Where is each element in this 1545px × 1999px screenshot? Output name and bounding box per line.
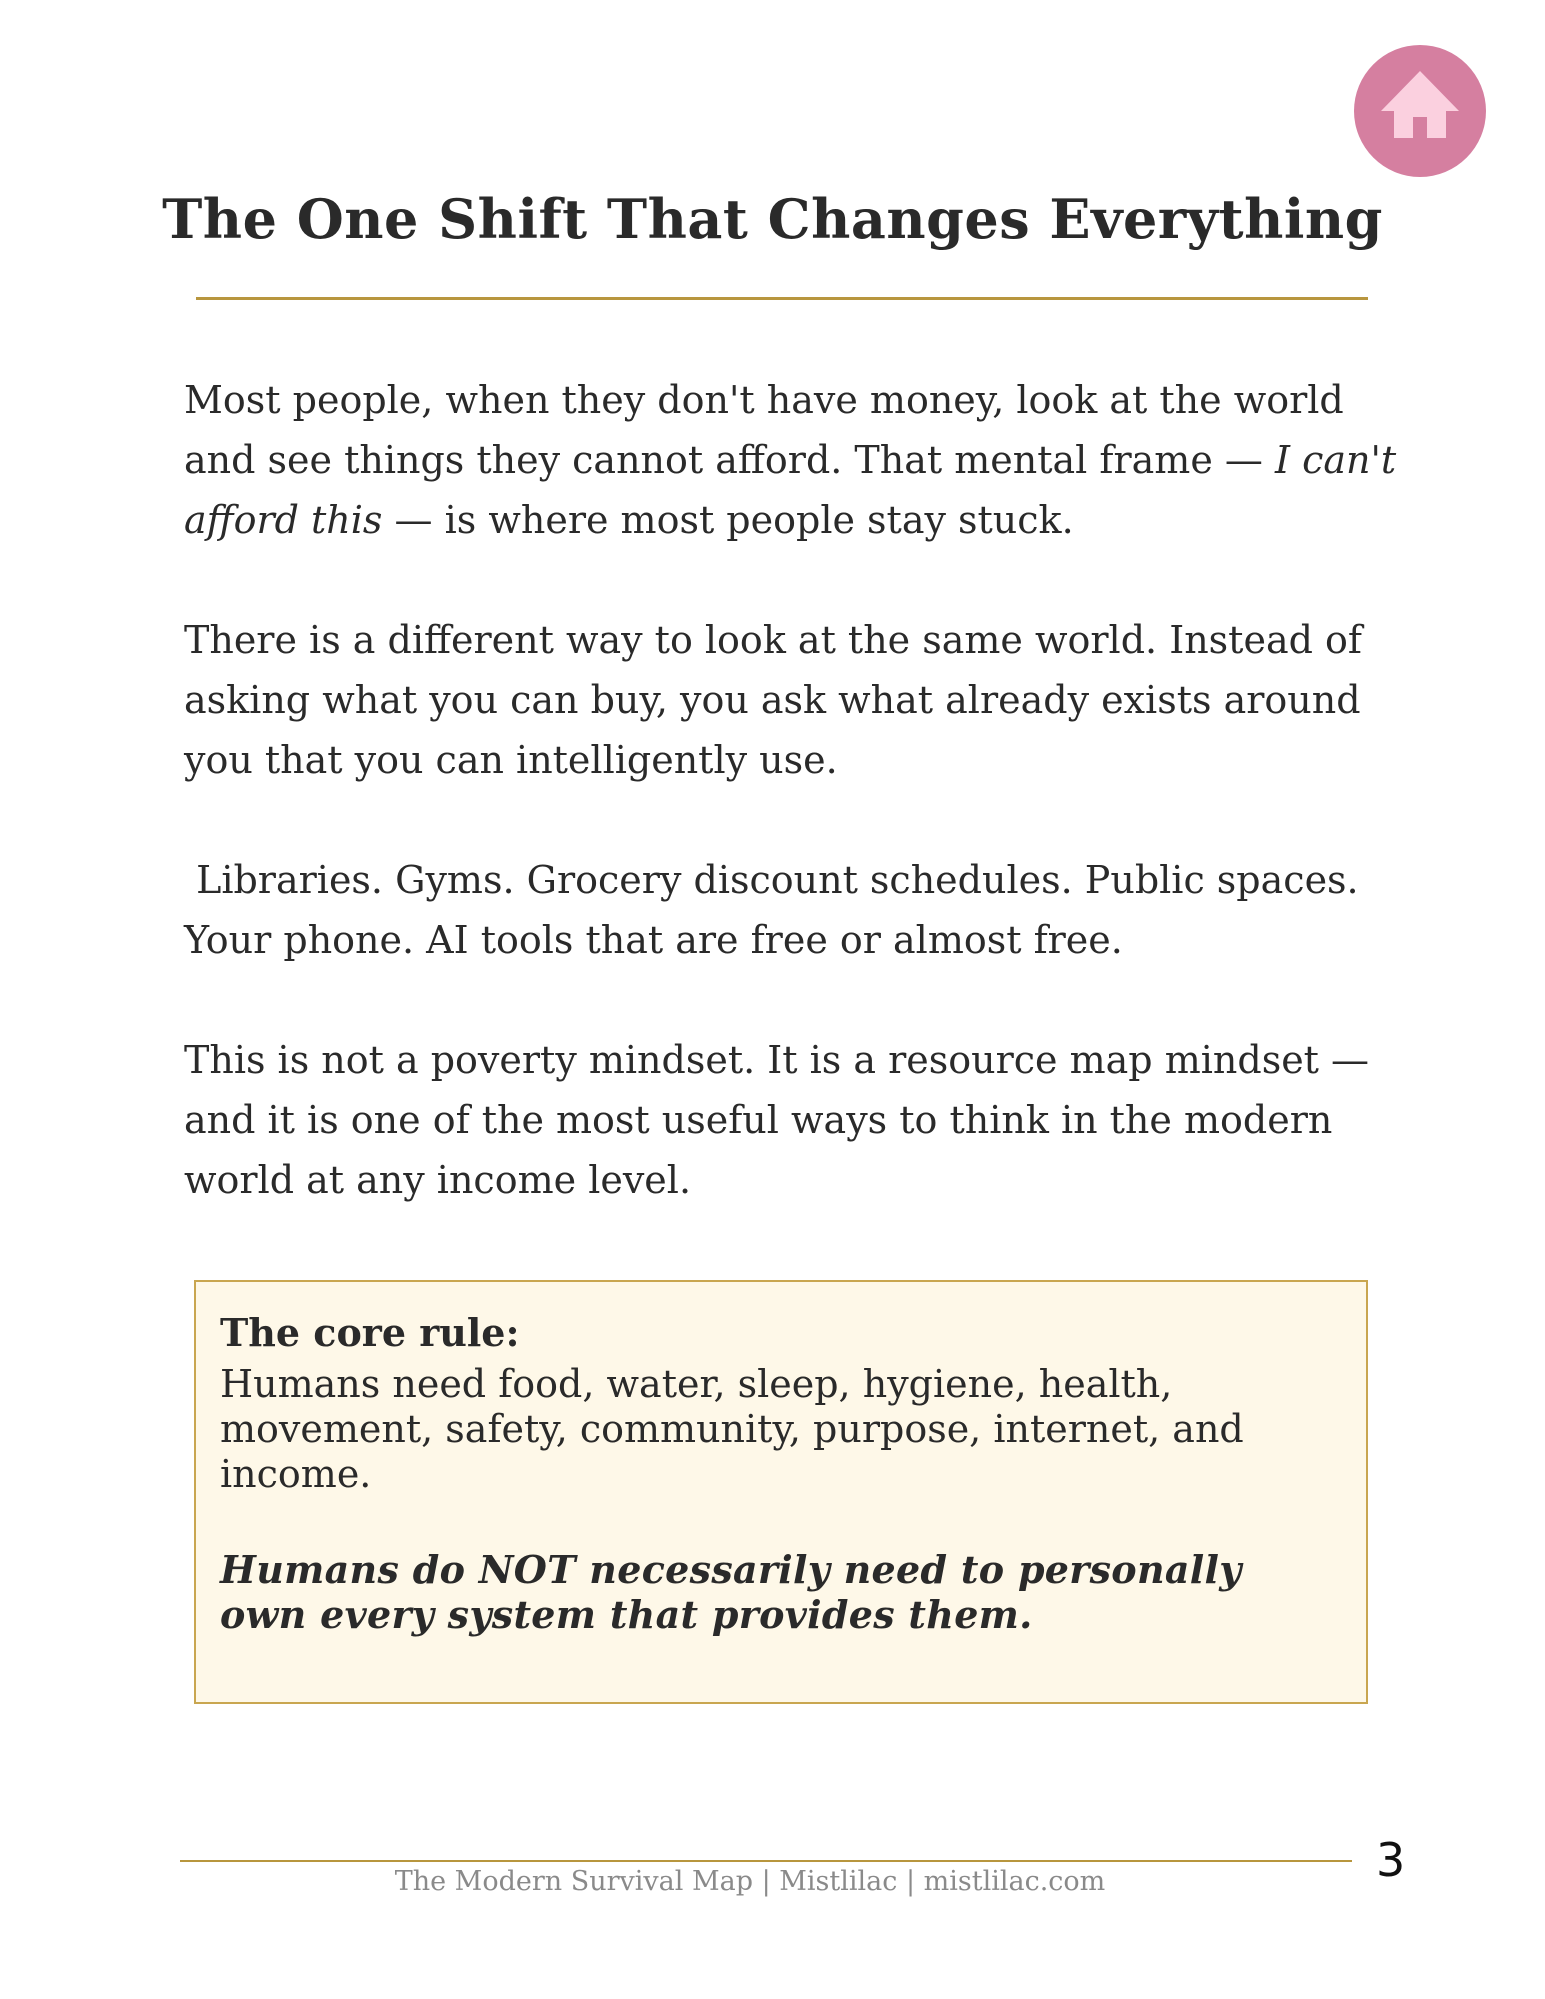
body-text bbox=[184, 370, 1414, 1270]
callout-body: Humans need food, water, sleep, hygiene, health, movement, safety, community, purpose, internet, and income. bbox=[220, 1362, 1244, 1496]
paragraph-1-italic: I can't afford this bbox=[184, 438, 1409, 542]
paragraph-2: There is a different way to look at the same world. Instead of asking what you can buy, you ask what already exists around you that you can intelligently use. bbox=[184, 618, 1375, 782]
footer-divider bbox=[180, 1860, 1352, 1862]
footer-text: The Modern Survival Map | Mistlilac | mistlilac.com bbox=[394, 1866, 1106, 1897]
page-number: 3 bbox=[1376, 1833, 1406, 1887]
title-divider bbox=[196, 297, 1368, 300]
core-rule-callout bbox=[194, 1280, 1368, 1704]
page-title: The One Shift That Changes Everything bbox=[162, 187, 1383, 251]
paragraph-1 bbox=[184, 370, 1414, 550]
paragraph-3: Libraries. Gyms. Grocery discount schedules. Public spaces. Your phone. AI tools that are free or almost free. bbox=[184, 858, 1371, 962]
home-icon bbox=[1354, 45, 1486, 177]
paragraph-4: This is not a poverty mindset. It is a resource map mindset — and it is one of the most useful ways to think in the modern world at any income level. bbox=[184, 1038, 1382, 1202]
paragraph-1-text: Most people, when they don't have money, look at the world and see things they cannot afford. That mental frame — bbox=[184, 378, 1356, 482]
callout-heading: The core rule: bbox=[220, 1310, 520, 1355]
paragraph-1-text-end: — is where most people stay stuck. bbox=[382, 498, 1074, 542]
callout-emphasis: Humans do NOT necessarily need to personally own every system that provides them. bbox=[220, 1547, 1242, 1637]
home-button[interactable] bbox=[1354, 45, 1486, 177]
